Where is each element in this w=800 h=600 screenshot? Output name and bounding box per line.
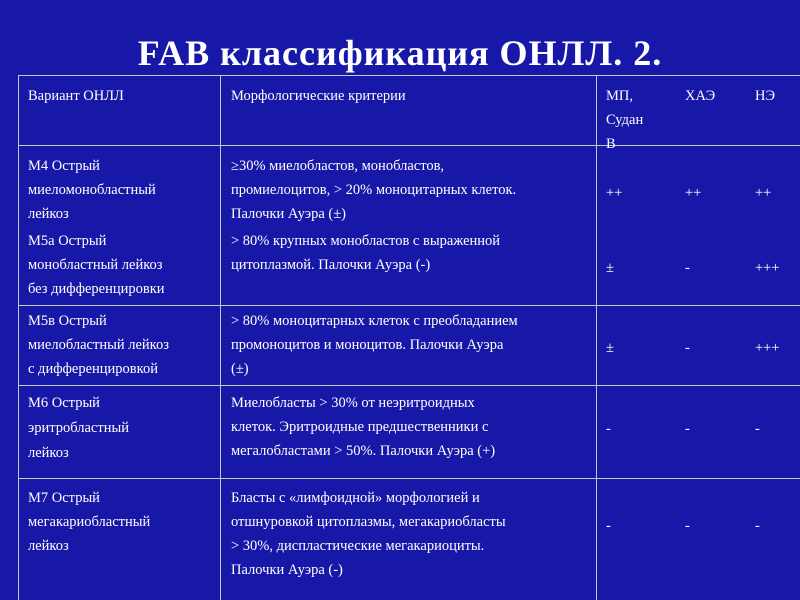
row-m6-variant: М6 Острый эритробластный лейкоз <box>28 395 129 461</box>
header-variant: Вариант ОНЛЛ <box>28 88 124 104</box>
table-rule <box>18 145 800 146</box>
row-m6-ne: - <box>755 421 760 437</box>
header-mp: МП, Судан В <box>606 88 644 152</box>
table-rule <box>18 75 19 600</box>
row-m6-hae: - <box>685 421 690 437</box>
row-m5a-hae: - <box>685 260 690 276</box>
row-m5b-mp: ± <box>606 340 614 356</box>
header-criteria: Морфологические критерии <box>231 88 406 104</box>
table-rule <box>596 75 597 600</box>
row-m5a-criteria: > 80% крупных монобластов с выраженной цитоплазмой. Палочки Ауэра (-) <box>231 233 501 273</box>
table-rule <box>18 385 800 386</box>
row-m5a-mp: ± <box>606 260 614 276</box>
row-m4-hae: ++ <box>685 185 702 201</box>
row-m7-mp: - <box>606 518 611 534</box>
row-m7-variant: М7 Острый мегакариобластный лейкоз <box>28 490 151 554</box>
row-m5b-variant: М5в Острый миелобластный лейкоз с дифференцировкой <box>28 313 169 377</box>
row-m6-criteria: Миелобласты > 30% от неэритроидных клеток. Эритроидные предшественники с мегалобластами > 50%. Палочки Ауэра (+) <box>231 395 496 459</box>
row-m7-hae: - <box>685 518 690 534</box>
table-rule <box>18 478 800 479</box>
row-m7-criteria: Бласты с «лимфоидной» морфологией и отшнуровкой цитоплазмы, мегакариобласты > 30%, диспластические мегакариоциты. Палочки Ауэра (-) <box>231 490 506 578</box>
row-m4-ne: ++ <box>755 185 772 201</box>
row-m4-mp: ++ <box>606 185 623 201</box>
row-m5a-variant: М5а Острый монобластный лейкоз без дифференцировки <box>28 233 165 297</box>
row-m5b-criteria: > 80% моноцитарных клеток с преобладанием промоноцитов и моноцитов. Палочки Ауэра (±) <box>231 313 518 377</box>
row-m6-mp: - <box>606 421 611 437</box>
row-m7-ne: - <box>755 518 760 534</box>
table-rule <box>18 305 800 306</box>
row-m5b-ne: +++ <box>755 340 780 356</box>
table-rule <box>18 75 800 76</box>
row-m4-criteria: ≥30% миелобластов, монобластов, промиелоцитов, > 20% моноцитарных клеток. Палочки Ауэра (±) <box>231 158 517 222</box>
table-rule <box>220 75 221 600</box>
row-m4-variant: М4 Острый миеломонобластный лейкоз <box>28 158 156 222</box>
row-m5a-ne: +++ <box>755 260 780 276</box>
page-title: FAB классификация ОНЛЛ. 2. <box>137 33 663 73</box>
row-m5b-hae: - <box>685 340 690 356</box>
header-ne: НЭ <box>755 88 776 104</box>
header-hae: ХАЭ <box>685 88 716 104</box>
